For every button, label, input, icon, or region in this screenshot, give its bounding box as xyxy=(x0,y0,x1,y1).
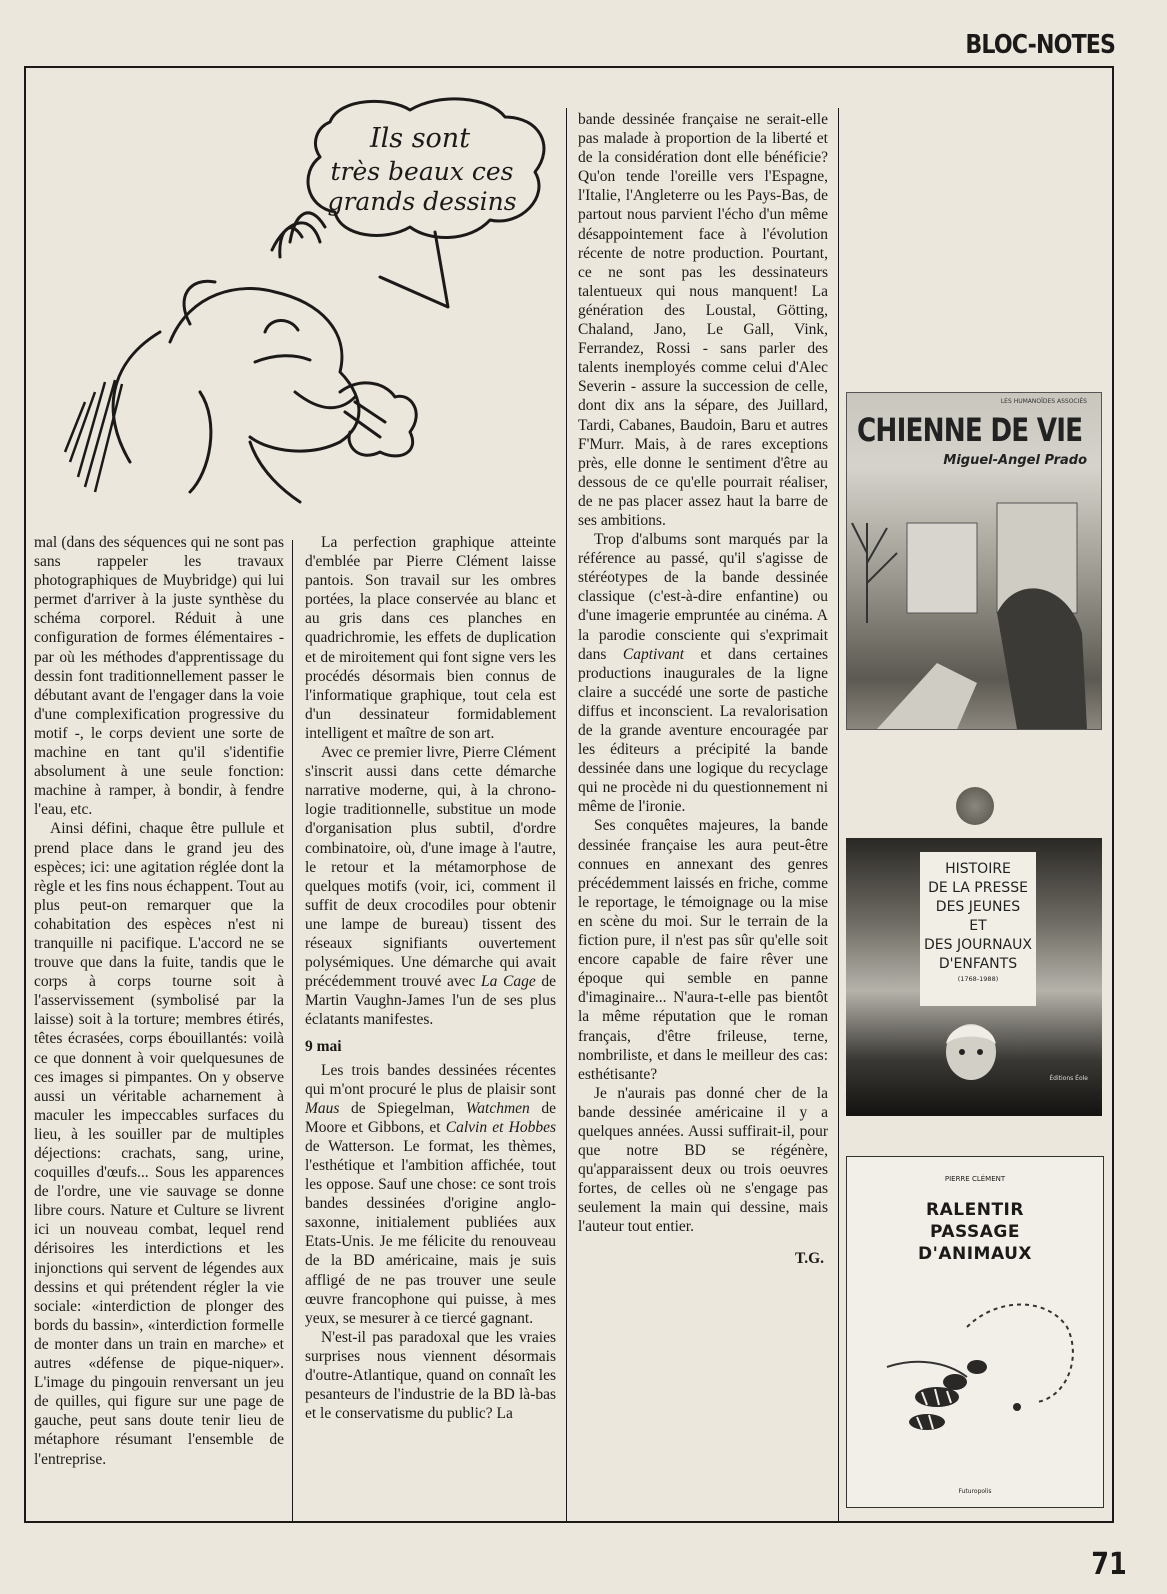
cover-title-box: HISTOIRE DE LA PRESSE DES JEUNES ET DES JOURNAUX D'ENFANTS (1768-1988) xyxy=(920,852,1036,1006)
author-signature: T.G. xyxy=(795,1249,824,1267)
cover-publisher: Éditions Éole xyxy=(1049,1075,1088,1082)
column-divider xyxy=(566,108,567,1522)
cover-animal-illustration xyxy=(867,1287,1087,1467)
paragraph: Ainsi défini, chaque être pullule et prend place dans le grand jeu des espèces; ici: une agitation réglée dont la règle et les fins nous échappent. Tout au plus peut-on remarquer que la cohabitation des espèces n'est ni tranquille ni pacifique. L'accord ne se trouve que dans la fuite, tandis que le corps à corps tourne soit à l'asservissement (symbolisé par la laisse) soit à la torture; membres étirés, têtes écrasées, corps ébouillantés: voilà ce que donnent à voir quelquesunes de ces images si pimpantes. On y observe aussi un véritable acharnement à maculer les impeccables surfaces du lieu, à les souiller par de multiples déjections: crachats, sang, urine, coquilles d'œufs... Sous les apparences de l'ordre, une vie sauvage se donne libre cours. Nature et Culture se livrent ici un nouveau combat, lequel rend dérisoires les interdictions et les injonctions qui servent de légendes aux dessins et qui prétendent régler la vie sociale: «interdiction de plonger des bords du bassin», «interdiction formelle de monter dans un train en marche» et autres «défense de pique-niquer». L'image du pingouin renversant un jeu de quilles, qui figure sur une page de gauche, peut sans doute tenir lieu de métaphore résumant l'ensemble de l'entreprise. xyxy=(34,820,284,1468)
section-header: BLOC-NOTES xyxy=(965,30,1115,60)
book-cover-chienne-de-vie xyxy=(846,392,1102,730)
cover-child-portrait xyxy=(936,1014,1006,1104)
cover-publisher: Futuropolis xyxy=(958,1488,992,1495)
cover-title: CHIENNE DE VIE xyxy=(857,411,1083,449)
cover-publisher: LES HUMANOÏDES ASSOCIÉS xyxy=(1000,398,1087,405)
article-column-2 xyxy=(305,533,556,1423)
cover-title: RALENTIR PASSAGE D'ANIMAUX xyxy=(918,1200,1032,1264)
paragraph: La perfection graphique atteinte d'emblée par Pierre Clément laisse pantois. Son travail sur les ombres portées, la place conservée au blanc et au gris dans ces planches en quadrichromie, les effets de duplication et de miroitement qui font signe vers les procédés désormais bien connus de l'informatique graphique, tout cela est d'un dessinateur formidablement intelligent et maître de son art. xyxy=(305,534,556,742)
paragraph: Les trois bandes dessinées récentes qui m'ont procuré le plus de plaisir sont Maus de Spiegelman, Watchmen de Moore et Gibbons, et Calvin et Hobbes de Watterson. Le format, les thèmes, l'esthétique et l'ambition affichée, tout les oppose. Sauf une chose: ce sont trois bandes dessinées d'origine anglo-saxonne, initialement publiées aux Etats-Unis. Je me félicite du renouveau de la BD américaine, mais je suis affligé de ne pas trouver une seule œuvre francophone qui puisse, à mes yeux, se mesurer à ce tiercé gagnant. xyxy=(305,1061,556,1327)
cover-author: Miguel-Angel Prado xyxy=(943,453,1087,468)
article-column-3 xyxy=(578,110,828,1268)
column-divider xyxy=(838,108,839,1522)
paragraph: Je n'aurais pas donné cher de la bande dessinée américaine il y a quelques années. Aussi suffirait-il, pour que notre BD se régénère, qu'apparaissent deux ou trois oeuvres fortes, de celles où ne s'engage pas seulement la main qui dessine, mais l'auteur tout entier. xyxy=(578,1084,828,1236)
paragraph: Ses conquêtes majeures, la bande dessinée française les aura peut-être connues en annexant des genres précédemment laissés en friche, comme le reportage, le témoignage ou la mise en scène du moi. Sur le terrain de la fiction pure, il n'est pas sûr qu'elle soit encore capable de faire rêver une époque qui semble en panne d'imaginaire... N'aura-t-elle pas bientôt la même réputation que le roman français, d'être frileuse, terne, nombriliste, et dans le meilleur des cas: esthétisante? xyxy=(578,817,828,1083)
cover-author: PIERRE CLÉMENT xyxy=(944,1175,1006,1183)
date-heading: 9 mai xyxy=(305,1038,342,1056)
paragraph: Trop d'albums sont marqués par la référence au passé, qu'il s'agisse de stéréotypes de la bande dessinée classique (c'est-à-dire enfantine) ou d'une imagerie empruntée au cinéma. A la parodie consciente qui s'exprimait dans Captivant et dans certaines productions inaugurales de la ligne claire a succédé une sorte de pastiche diffus et inconscient. La revalorisation de la grande aventure encouragée par les éditeurs a précipité la bande dessinée dans une logique du recyclage qui ne procède ni du questionnement ni même de l'ironie. xyxy=(578,531,828,816)
cover-illustration xyxy=(847,483,1103,729)
book-cover-histoire-presse xyxy=(846,838,1102,1116)
paragraph: N'est-il pas paradoxal que les vraies surprises nous viennent désormais d'outre-Atlantique, quand on connaît les pesanteurs de l'industrie de la BD là-bas et le conservatisme du public? La xyxy=(305,1328,556,1423)
page-number: 71 xyxy=(1091,1547,1127,1582)
speech-bubble-line: grands dessins xyxy=(327,187,517,216)
article-column-1 xyxy=(34,533,284,1469)
book-cover-ralentir xyxy=(846,1156,1104,1508)
cartoon-illustration xyxy=(40,92,560,522)
column-divider xyxy=(292,540,293,1522)
paragraph: Avec ce premier livre, Pierre Clément s'inscrit aussi dans cette démarche narrative moderne, qui, à la chrono-logie traditionnelle, substitue un mode d'organisation plus subtil, d'ordre combinatoire, où, d'une image à l'autre, le retour et la métamorphose de quelques motifs (voir, ici, comment il suffit de deux crocodiles pour obtenir une lampe de bureau) tissent des réseaux signifiants ouvertement polysémiques. Une démarche qui avait précédemment trouvé avec La Cage de Martin Vaughn-James l'un de ses plus éclatants manifestes. xyxy=(305,744,556,1029)
paragraph: mal (dans des séquences qui ne sont pas sans rappeler les travaux photographiques de Muybridge) qui lui permet d'arriver à la juste synthèse du schéma corporel. Réduit à une configuration de formes élémentaires - par où les méthodes d'apprentissage du dessin font traditionnellement passer le débutant avant de l'engager dans la voie d'une complexification progressive du motif -, le corps devient une sorte de machine en tant qu'il s'identifie absolument à une seule fonction: machine à ramper, à bondir, à fendre l'eau, etc. xyxy=(34,534,284,819)
speech-bubble-line: Ils sont xyxy=(369,123,471,154)
paragraph: bande dessinée française ne serait-elle pas malade à proportion de la liberté et de la considération dont elle bénéficie? Qu'on tende l'oreille vers l'Espagne, l'Italie, l'Angleterre ou les Pays-Bas, de partout nous parvient l'écho d'un même désappointement face à l'évolution récente de notre production. Pourtant, ce ne sont pas les dessinateurs talentueux qui nous manquent! La génération des Loustal, Götting, Chaland, Jano, Le Gall, Vink, Ferrandez, Rossi - sans parler des talents inemployés comme celui d'Alec Severin - assure la succession de celle, dont dix ans la sépare, des Juillard, Tardi, Cabanes, Baudoin, Baru et autres F'Murr. Mais, à de rares exceptions près, elle donne le sentiment d'être au dessous de ce qu'elle pourrait réaliser, de ne pas placer assez haut la barre de ses ambitions. xyxy=(578,111,828,529)
decorative-coin xyxy=(956,787,994,825)
speech-bubble-line: très beaux ces xyxy=(330,157,514,186)
